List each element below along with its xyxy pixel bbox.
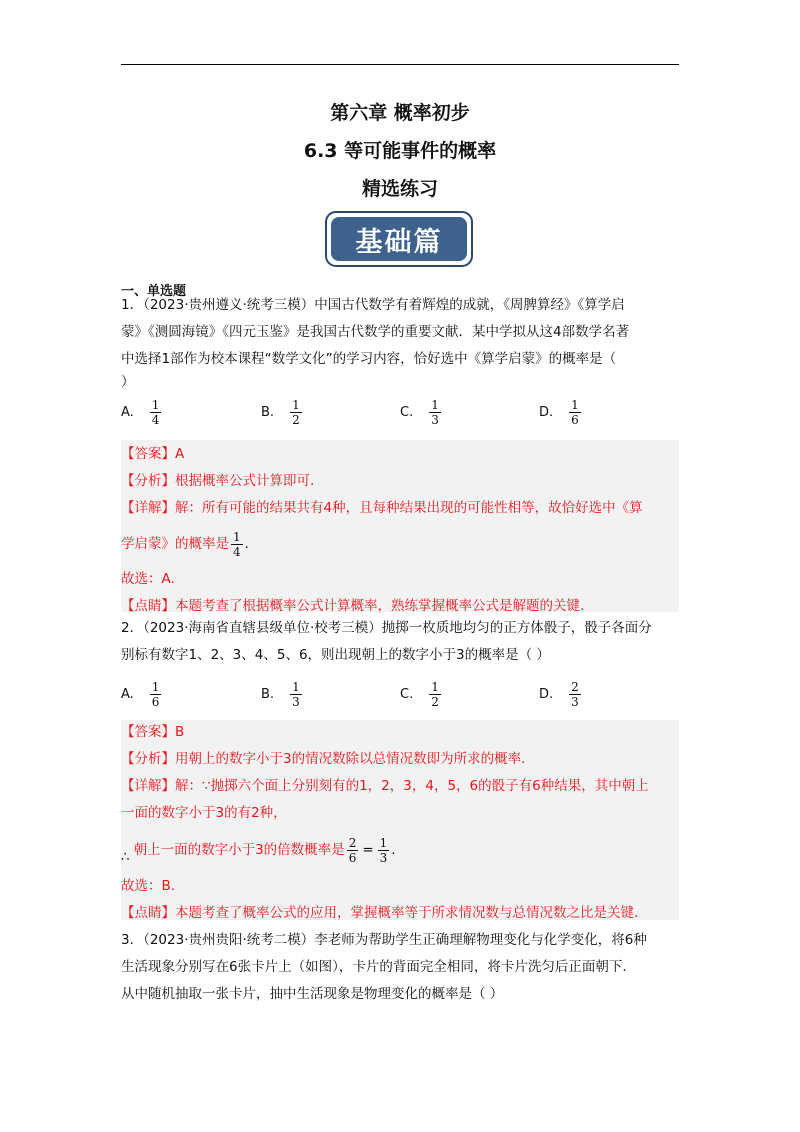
denominator: 2	[431, 695, 439, 709]
numerator: 1	[233, 529, 241, 544]
answer-line: 【答案】A	[121, 446, 185, 462]
detail-text: 朝上一面的数字小于3的倍数概率是	[133, 842, 345, 858]
denominator: 3	[431, 413, 439, 427]
option-label: D.	[539, 405, 554, 420]
level-badge	[325, 211, 473, 267]
denominator: 2	[292, 413, 300, 427]
question-2-options	[121, 680, 681, 720]
therefore-symbol: ∴	[121, 849, 130, 865]
header-rule	[121, 64, 679, 65]
solution-2	[121, 719, 681, 927]
period: .	[391, 842, 396, 858]
denominator: 4	[233, 544, 241, 559]
numerator: 1	[292, 398, 300, 412]
question-1-line: 1．（2023·贵州遵义·统考三模）中国古代数学有着辉煌的成就，《周脾算经》《算学启	[121, 297, 625, 313]
detail-line	[121, 827, 681, 873]
denominator: 6	[571, 413, 579, 427]
option-b[interactable]	[261, 680, 302, 709]
numerator: 1	[431, 680, 439, 694]
denominator: 3	[571, 695, 579, 709]
option-label: B.	[261, 405, 275, 420]
denominator: 3	[379, 850, 388, 865]
option-fraction	[569, 398, 581, 427]
option-label: D.	[539, 687, 554, 702]
option-fraction	[290, 680, 302, 709]
detail-line	[121, 522, 681, 566]
question-2-line: 别标有数字1、2、3、4、5、6，则出现朝上的数字小于3的概率是（ ）	[121, 647, 550, 663]
option-label: A.	[121, 405, 134, 420]
denominator: 3	[292, 695, 300, 709]
detail-fraction	[347, 836, 359, 865]
option-fraction	[569, 680, 581, 709]
choose-line: 故选：A.	[121, 571, 175, 587]
numerator: 2	[571, 680, 579, 694]
question-2-line: 2．（2023·海南省直辖县级单位·校考三模）抛掷一枚质地均匀的正方体骰子，骰子各面分	[121, 620, 652, 636]
option-label: A.	[121, 687, 134, 702]
choose-line: 故选：B.	[121, 878, 176, 894]
option-fraction	[150, 680, 162, 709]
question-1-line: 中选择1部作为校本课程“数学文化”的学习内容，恰好选中《算学启蒙》的概率是（	[121, 351, 617, 367]
level-badge-label: 基础篇	[331, 217, 467, 261]
option-c[interactable]	[400, 680, 441, 709]
option-label: C.	[400, 405, 414, 420]
answer-line: 【答案】B	[121, 724, 185, 740]
period: .	[244, 536, 249, 552]
comment-line: 【点睛】本题考查了概率公式的应用，掌握概率等于所求情况数与总情况数之比是关键.	[121, 905, 639, 921]
detail-fraction	[378, 836, 390, 865]
page-subtitle: 精选练习	[361, 178, 438, 200]
option-d[interactable]	[539, 398, 581, 427]
option-fraction	[429, 680, 441, 709]
detail-text: 学启蒙》的概率是	[121, 536, 229, 552]
denominator: 4	[151, 413, 160, 427]
numerator: 1	[151, 398, 160, 412]
option-fraction	[150, 398, 162, 427]
detail-line: 【详解】解：∵抛掷六个面上分别刻有的1，2，3，4，5，6的骰子有6种结果，其中朝上	[121, 778, 649, 794]
option-fraction	[290, 398, 302, 427]
option-d[interactable]	[539, 680, 581, 709]
analysis-line: 【分析】根据概率公式计算即可.	[121, 473, 315, 489]
question-1	[121, 292, 681, 391]
option-label: C.	[400, 687, 414, 702]
numerator: 1	[431, 398, 439, 412]
question-3-line: 3．（2023·贵州贵阳·统考二模）李老师为帮助学生正确理解物理变化与化学变化，将6种	[121, 932, 647, 948]
solution-1	[121, 441, 681, 620]
option-a[interactable]	[121, 398, 161, 427]
question-1-line: ）	[121, 374, 135, 390]
numerator: 1	[571, 398, 579, 412]
detail-line: 【详解】解：所有可能的结果共有4种，且每种结果出现的可能性相等，故恰好选中《算	[121, 500, 643, 516]
equals-sign: =	[362, 842, 374, 858]
option-label: B.	[261, 687, 275, 702]
numerator: 1	[379, 835, 388, 850]
numerator: 1	[292, 680, 300, 694]
question-1-options	[121, 398, 681, 438]
analysis-line: 【分析】用朝上的数字小于3的情况数除以总情况数即为所求的概率.	[121, 751, 526, 767]
option-c[interactable]	[400, 398, 441, 427]
option-fraction	[429, 398, 441, 427]
question-2	[121, 615, 681, 669]
option-a[interactable]	[121, 680, 161, 709]
denominator: 6	[151, 695, 160, 709]
chapter-title: 第六章 概率初步	[330, 102, 470, 124]
option-b[interactable]	[261, 398, 302, 427]
question-3-line: 生活现象分别写在6张卡片上（如图），卡片的背面完全相同，将卡片洗匀后正面朝下.	[121, 959, 627, 975]
question-3-line: 从中随机抽取一张卡片，抽中生活现象是物理变化的概率是（ ）	[121, 986, 504, 1002]
section-title: 6.3 等可能事件的概率	[303, 140, 497, 162]
comment-line: 【点睛】本题考查了根据概率公式计算概率，熟练掌握概率公式是解题的关键.	[121, 598, 585, 614]
denominator: 6	[348, 850, 357, 865]
numerator: 2	[348, 835, 357, 850]
question-type-heading: 一、单选题	[121, 284, 187, 299]
question-3	[121, 927, 681, 1008]
question-1-line: 蒙》《测圆海镜》《四元玉鉴》是我国古代数学的重要文献．某中学拟从这4部数学名著	[121, 324, 630, 340]
numerator: 1	[151, 680, 160, 694]
detail-line: 一面的数字小于3的有2种，	[121, 805, 287, 821]
detail-fraction	[231, 530, 243, 559]
